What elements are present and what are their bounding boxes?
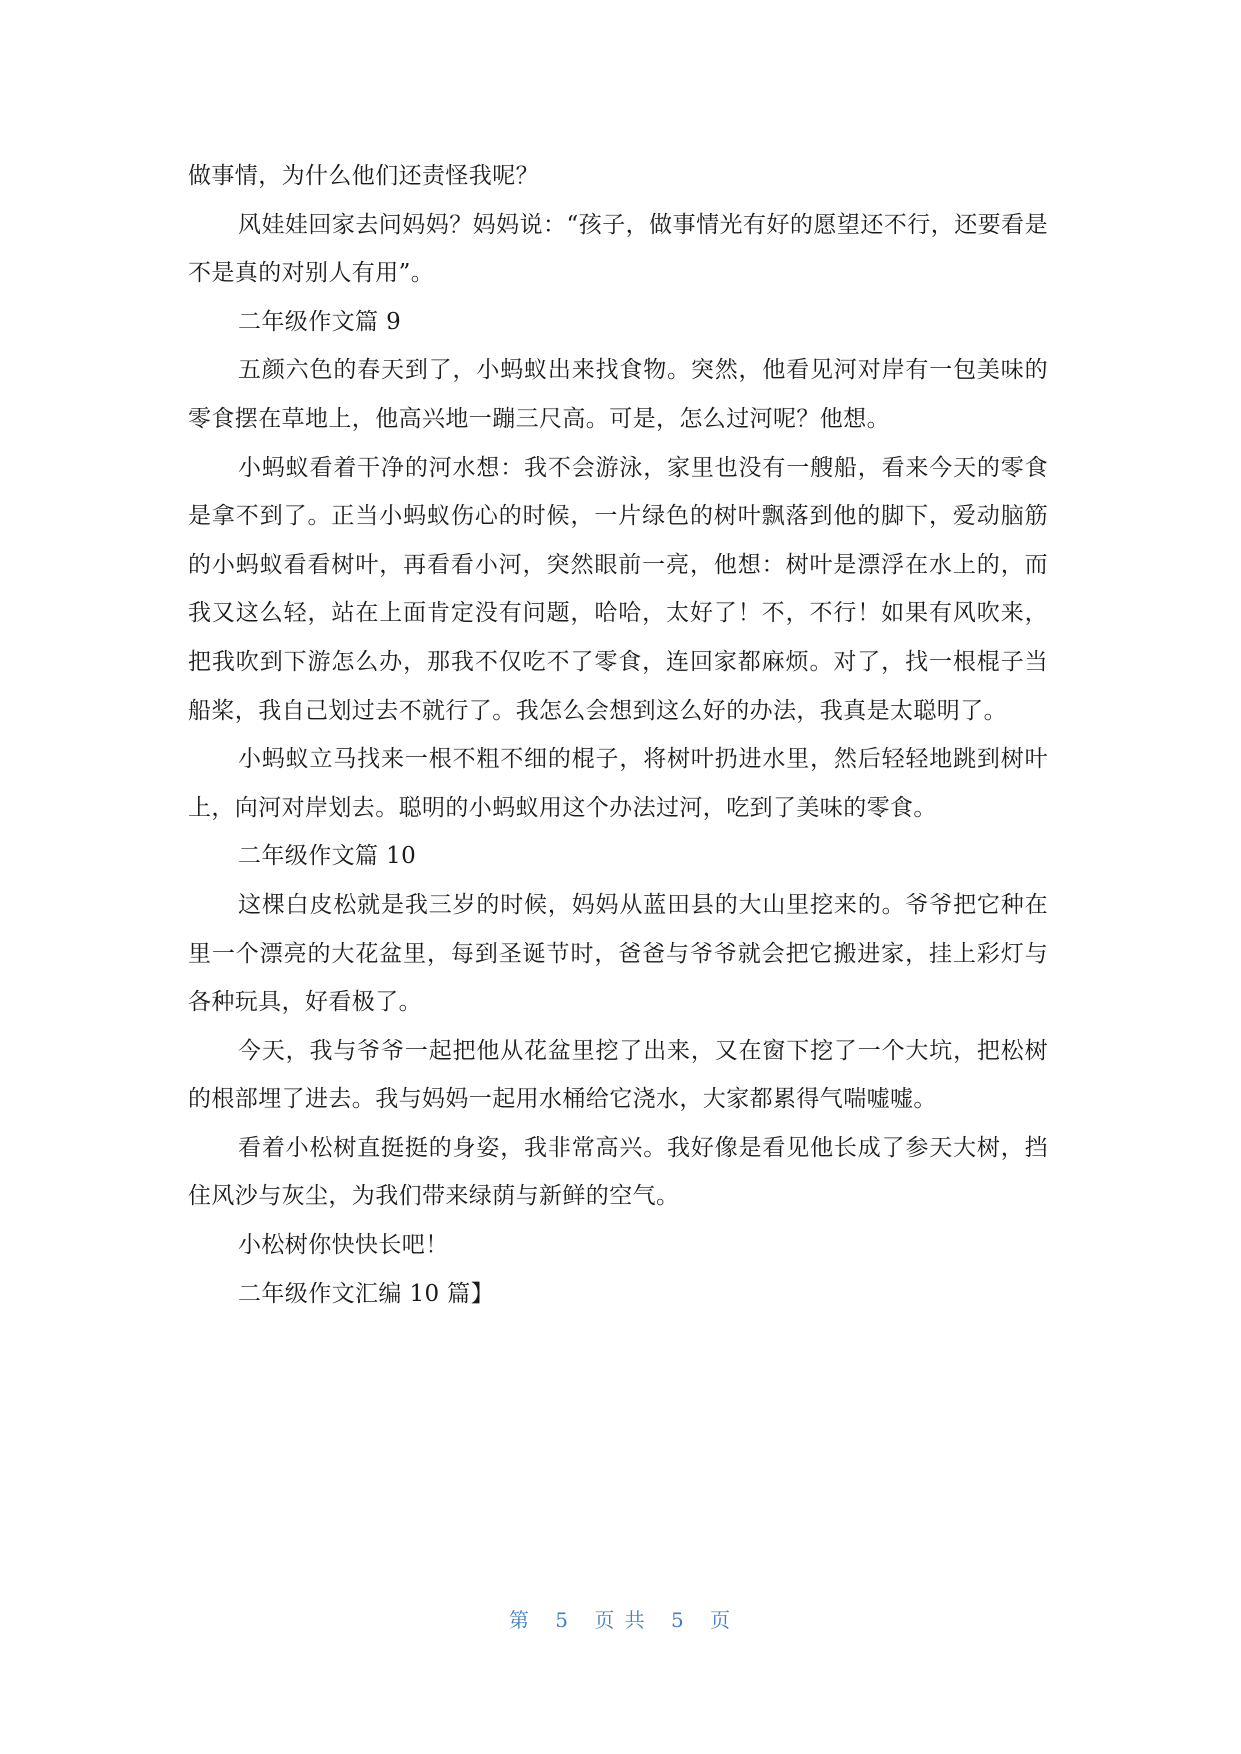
footer-current-page: 5 [555,1608,570,1632]
footer-label-end: 页 [710,1608,733,1632]
footer-label-of: 页 共 [594,1608,647,1632]
section-heading: 二年级作文篇 9 [238,308,402,335]
paragraph: 小蚂蚁立马找来一根不粗不细的棍子，将树叶扔进水里，然后轻轻地跳到树叶上，向河对岸划去。聪明的小蚂蚁用这个办法过河，吃到了美味的零食。 [188,746,1048,821]
page-footer [0,1604,1241,1633]
footer-total-pages: 5 [671,1608,686,1632]
paragraph: 二年级作文汇编 10 篇】 [238,1280,495,1307]
paragraph: 今天，我与爷爷一起把他从花盆里挖了出来，又在窗下挖了一个大坑，把松树的根部埋了进去。我与妈妈一起用水桶给它浇水，大家都累得气喘嘘嘘。 [188,1037,1048,1113]
paragraph: 看着小松树直挺挺的身姿，我非常高兴。我好像是看见他长成了参天大树，挡住风沙与灰尘，为我们带来绿荫与新鲜的空气。 [188,1134,1048,1210]
footer-label-page: 第 [508,1608,531,1632]
paragraph: 做事情，为什么他们还责怪我呢？ [188,163,539,189]
paragraph: 小松树你快快长吧！ [238,1232,449,1259]
section-heading: 二年级作文篇 10 [238,843,417,870]
document-body [188,152,1048,1318]
paragraph: 风娃娃回家去问妈妈？妈妈说：“孩子，做事情光有好的愿望还不行，还要看是不是真的对别人有用”。 [188,211,1048,287]
paragraph: 五颜六色的春天到了，小蚂蚁出来找食物。突然，他看见河对岸有一包美味的零食摆在草地上，他高兴地一蹦三尺高。可是，怎么过河呢？他想。 [188,357,1048,432]
paragraph: 小蚂蚁看着干净的河水想：我不会游泳，家里也没有一艘船，看来今天的零食是拿不到了。正当小蚂蚁伤心的时候，一片绿色的树叶飘落到他的脚下，爱动脑筋的小蚂蚁看看树叶，再看看小河，突然眼前一亮，他想：树叶是漂浮在水上的，而我又这么轻，站在上面肯定没有问题，哈哈，太好了！不，不行！如果有风吹来，把我吹到下游怎么办，那我不仅吃不了零食，连回家都麻烦。对了，找一根棍子当船桨，我自己划过去不就行了。我怎么会想到这么好的办法，我真是太聪明了。 [188,454,1048,724]
paragraph: 这棵白皮松就是我三岁的时候，妈妈从蓝田县的大山里挖来的。爷爷把它种在里一个漂亮的大花盆里，每到圣诞节时，爸爸与爷爷就会把它搬进家，挂上彩灯与各种玩具，好看极了。 [188,891,1048,1016]
